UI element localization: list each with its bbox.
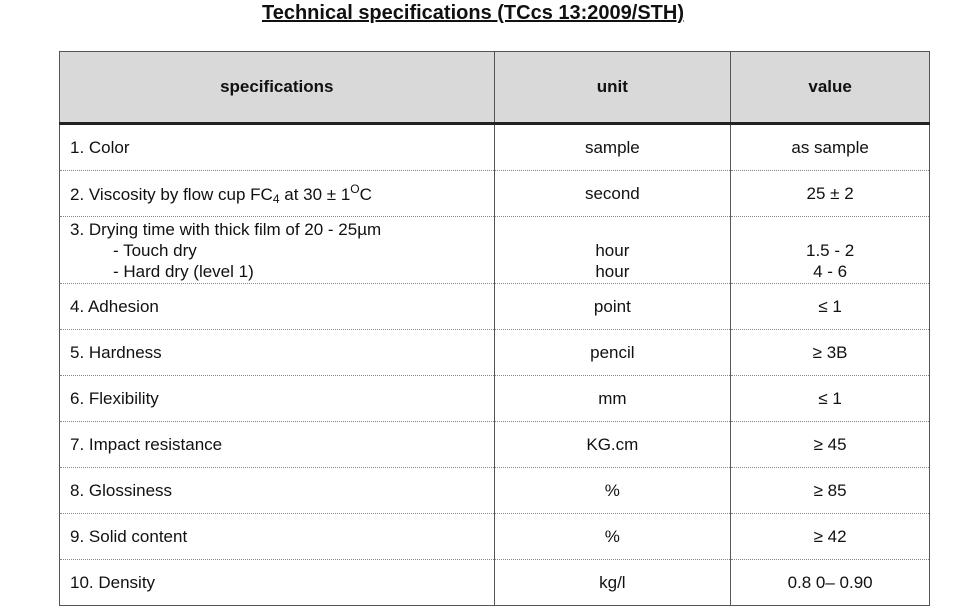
unit-cell: kg/l xyxy=(494,560,731,606)
specifications-table xyxy=(59,51,930,606)
header-specifications: specifications xyxy=(60,52,495,124)
value-cell: ≤ 1 xyxy=(731,284,930,330)
spec-cell xyxy=(60,171,495,217)
spec-superscript: O xyxy=(350,181,360,196)
unit-cell xyxy=(494,217,731,284)
spec-text: 2. Viscosity by flow cup FC xyxy=(70,184,273,204)
header-value: value xyxy=(731,52,930,124)
table-row xyxy=(60,330,930,376)
value-cell: as sample xyxy=(731,124,930,171)
spec-cell: 9. Solid content xyxy=(60,514,495,560)
unit-cell: % xyxy=(494,468,731,514)
table-row xyxy=(60,422,930,468)
table-row xyxy=(60,284,930,330)
spec-cell: 5. Hardness xyxy=(60,330,495,376)
table-row xyxy=(60,560,930,606)
value-text: 4 - 6 xyxy=(813,261,848,281)
table-row xyxy=(60,376,930,422)
value-cell: ≤ 1 xyxy=(731,376,930,422)
spec-cell: 8. Glossiness xyxy=(60,468,495,514)
header-unit: unit xyxy=(494,52,731,124)
value-cell: ≥ 45 xyxy=(731,422,930,468)
spec-cell: 1. Color xyxy=(60,124,495,171)
spec-text: at 30 ± 1 xyxy=(279,184,351,204)
value-text: 1.5 - 2 xyxy=(806,240,855,260)
spec-cell: 4. Adhesion xyxy=(60,284,495,330)
spec-subitem: - Hard dry (level 1) xyxy=(113,261,254,281)
spec-cell xyxy=(60,217,495,284)
unit-cell: pencil xyxy=(494,330,731,376)
spec-text: 3. Drying time with thick film of 20 - 25µm xyxy=(70,219,382,239)
spec-cell: 7. Impact resistance xyxy=(60,422,495,468)
table-row xyxy=(60,124,930,171)
unit-cell: second xyxy=(494,171,731,217)
unit-cell: KG.cm xyxy=(494,422,731,468)
unit-text: hour xyxy=(595,261,630,281)
table-row xyxy=(60,217,930,284)
unit-cell: point xyxy=(494,284,731,330)
table-row xyxy=(60,171,930,217)
spec-cell: 6. Flexibility xyxy=(60,376,495,422)
spec-subitem: - Touch dry xyxy=(113,240,197,260)
value-cell: 0.8 0– 0.90 xyxy=(731,560,930,606)
table-header-row xyxy=(60,52,930,124)
unit-text: hour xyxy=(595,240,630,260)
value-cell: ≥ 3B xyxy=(731,330,930,376)
spec-cell: 10. Density xyxy=(60,560,495,606)
unit-cell: mm xyxy=(494,376,731,422)
table-row xyxy=(60,514,930,560)
unit-cell: sample xyxy=(494,124,731,171)
value-cell xyxy=(731,217,930,284)
value-cell: 25 ± 2 xyxy=(731,171,930,217)
table-row xyxy=(60,468,930,514)
unit-cell: % xyxy=(494,514,731,560)
spec-subscript: 4 xyxy=(272,191,280,206)
value-cell: ≥ 42 xyxy=(731,514,930,560)
spec-text: C xyxy=(359,184,372,204)
value-cell: ≥ 85 xyxy=(731,468,930,514)
page-title: Technical specifications (TCcs 13:2009/STH) xyxy=(261,2,684,24)
